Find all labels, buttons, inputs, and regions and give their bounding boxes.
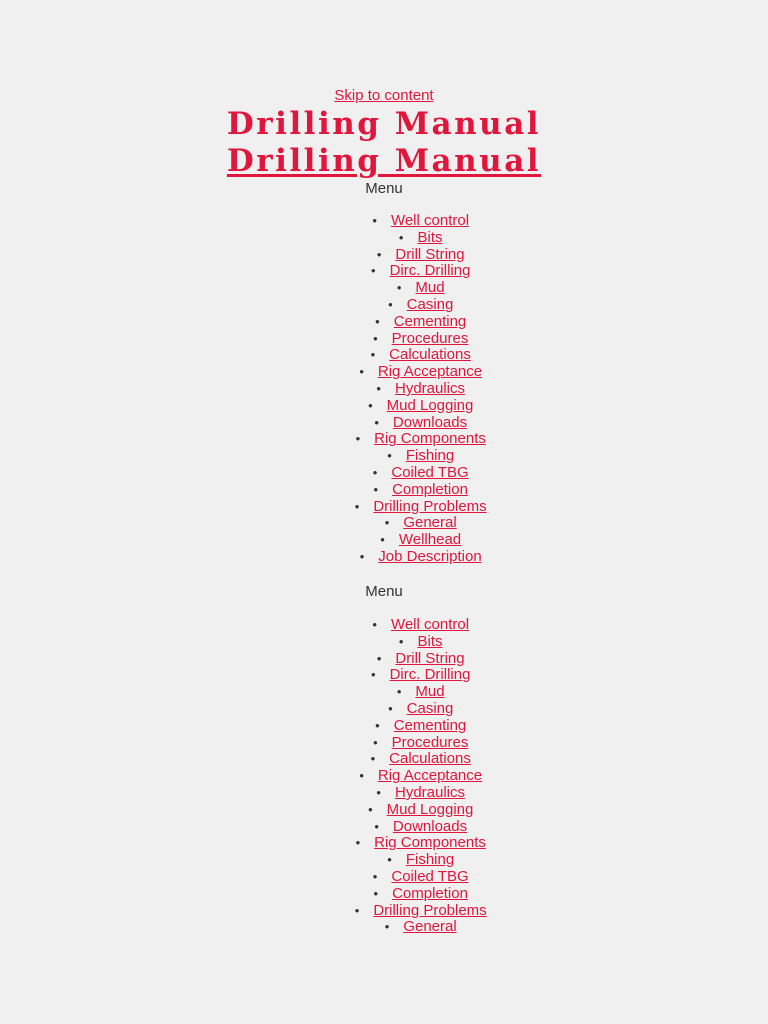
nav-link[interactable]: Procedures [391, 329, 469, 347]
bullet-icon: • [376, 380, 381, 396]
bullet-icon: • [370, 751, 376, 767]
nav-item [0, 633, 768, 650]
bullet-icon: • [396, 684, 402, 700]
bullet-icon: • [370, 347, 376, 363]
nav-item [0, 514, 768, 531]
nav-link[interactable]: Drilling Problems [373, 497, 487, 515]
nav-link[interactable]: Rig Acceptance [377, 767, 483, 785]
nav-item [0, 397, 768, 414]
bullet-icon: • [376, 650, 382, 666]
nav-item [0, 902, 768, 919]
nav-item [0, 346, 768, 363]
nav-item [0, 548, 768, 565]
bullet-icon: • [355, 835, 361, 851]
nav-link[interactable]: General [403, 514, 457, 532]
bullet-icon: • [398, 229, 404, 245]
bullet-icon: • [374, 414, 379, 430]
bullet-icon: • [388, 296, 393, 312]
nav-item [0, 868, 768, 885]
nav-link[interactable]: Procedures [391, 733, 469, 751]
nav-item [0, 918, 768, 935]
nav-link[interactable]: Mud [415, 279, 445, 297]
nav-item [0, 212, 768, 229]
site-title-link[interactable]: Drilling Manual [226, 143, 542, 179]
bullet-icon: • [372, 617, 377, 632]
nav-link[interactable]: Mud [415, 683, 445, 701]
nav-item [0, 650, 768, 667]
nav-link[interactable]: Hydraulics [394, 379, 466, 397]
nav-link[interactable]: Job Description [378, 547, 482, 565]
nav-item [0, 498, 768, 515]
bullet-icon: • [373, 481, 379, 497]
nav-link[interactable]: Completion [392, 884, 468, 902]
nav-link[interactable]: Calculations [389, 750, 471, 768]
nav-item [0, 262, 768, 279]
bullet-icon: • [359, 768, 364, 784]
primary-navigation [0, 212, 768, 565]
nav-link[interactable]: Fishing [405, 447, 455, 465]
bullet-icon: • [375, 313, 380, 329]
nav-item [0, 885, 768, 902]
bullet-icon: • [354, 902, 360, 918]
bullet-icon: • [372, 213, 377, 228]
bullet-icon: • [384, 919, 390, 935]
bullet-icon: • [373, 330, 378, 346]
nav-link[interactable]: Rig Components [374, 430, 486, 448]
nav-link[interactable]: Drill String [395, 245, 465, 263]
nav-item [0, 430, 768, 447]
nav-link[interactable]: Rig Components [374, 834, 486, 852]
bullet-icon: • [374, 818, 379, 834]
bullet-icon: • [354, 498, 360, 514]
nav-link[interactable]: Cementing [393, 716, 467, 734]
nav-item [0, 616, 768, 633]
nav-item [0, 229, 768, 246]
nav-link[interactable]: Completion [392, 480, 468, 498]
bullet-icon: • [359, 548, 365, 564]
bullet-icon: • [376, 246, 382, 262]
bullet-icon: • [368, 397, 373, 413]
nav-item [0, 330, 768, 347]
nav-link[interactable]: Drill String [395, 649, 465, 667]
bullet-icon: • [372, 464, 378, 480]
nav-item [0, 414, 768, 431]
nav-link[interactable]: Bits [417, 632, 443, 650]
nav-item [0, 666, 768, 683]
menu-toggle[interactable]: Menu [365, 180, 403, 197]
nav-item [0, 246, 768, 263]
nav-item [0, 481, 768, 498]
nav-item [0, 700, 768, 717]
nav-item [0, 296, 768, 313]
nav-link[interactable]: General [403, 918, 457, 936]
nav-item [0, 750, 768, 767]
nav-link[interactable]: Hydraulics [394, 783, 466, 801]
nav-item [0, 380, 768, 397]
nav-link[interactable]: Mud Logging [386, 800, 474, 818]
nav-item [0, 734, 768, 751]
nav-link[interactable]: Casing [406, 295, 454, 313]
nav-link[interactable]: Dirc. Drilling [389, 666, 471, 684]
bullet-icon: • [373, 734, 378, 750]
bullet-icon: • [372, 868, 378, 884]
bullet-icon: • [388, 700, 393, 716]
nav-item [0, 447, 768, 464]
bullet-icon: • [355, 431, 361, 447]
nav-link[interactable]: Downloads [392, 817, 468, 835]
nav-link[interactable]: Rig Acceptance [377, 363, 483, 381]
bullet-icon: • [387, 852, 392, 868]
menu-toggle-secondary[interactable]: Menu [365, 583, 403, 600]
nav-item [0, 531, 768, 548]
nav-link[interactable]: Dirc. Drilling [389, 262, 471, 280]
nav-item [0, 683, 768, 700]
nav-link[interactable]: Downloads [392, 413, 468, 431]
bullet-icon: • [380, 532, 385, 548]
bullet-icon: • [376, 784, 381, 800]
bullet-icon: • [371, 667, 376, 683]
nav-link[interactable]: Coiled TBG [391, 463, 469, 481]
nav-item [0, 834, 768, 851]
nav-link[interactable]: Drilling Problems [373, 901, 487, 919]
bullet-icon: • [373, 885, 379, 901]
nav-link[interactable]: Calculations [389, 346, 471, 364]
site-title: Drilling Manual [226, 106, 542, 142]
nav-link[interactable]: Bits [417, 228, 443, 246]
nav-item [0, 801, 768, 818]
nav-item [0, 784, 768, 801]
nav-item [0, 464, 768, 481]
nav-item [0, 279, 768, 296]
bullet-icon: • [375, 717, 380, 733]
nav-link[interactable]: Casing [406, 699, 454, 717]
nav-link[interactable]: Fishing [405, 851, 455, 869]
nav-link[interactable]: Wellhead [398, 531, 462, 549]
nav-link[interactable]: Well control [390, 212, 470, 229]
nav-item [0, 818, 768, 835]
nav-link[interactable]: Mud Logging [386, 396, 474, 414]
bullet-icon: • [398, 633, 404, 649]
nav-item [0, 717, 768, 734]
nav-link[interactable]: Well control [390, 616, 470, 633]
bullet-icon: • [396, 280, 402, 296]
skip-to-content-link[interactable]: Skip to content [334, 87, 434, 104]
nav-link[interactable]: Coiled TBG [391, 867, 469, 885]
nav-link[interactable]: Cementing [393, 312, 467, 330]
bullet-icon: • [359, 364, 364, 380]
bullet-icon: • [384, 515, 390, 531]
bullet-icon: • [387, 448, 392, 464]
secondary-navigation [0, 616, 768, 935]
bullet-icon: • [368, 801, 373, 817]
nav-item [0, 313, 768, 330]
nav-item [0, 851, 768, 868]
bullet-icon: • [371, 263, 376, 279]
nav-item [0, 363, 768, 380]
nav-item [0, 767, 768, 784]
